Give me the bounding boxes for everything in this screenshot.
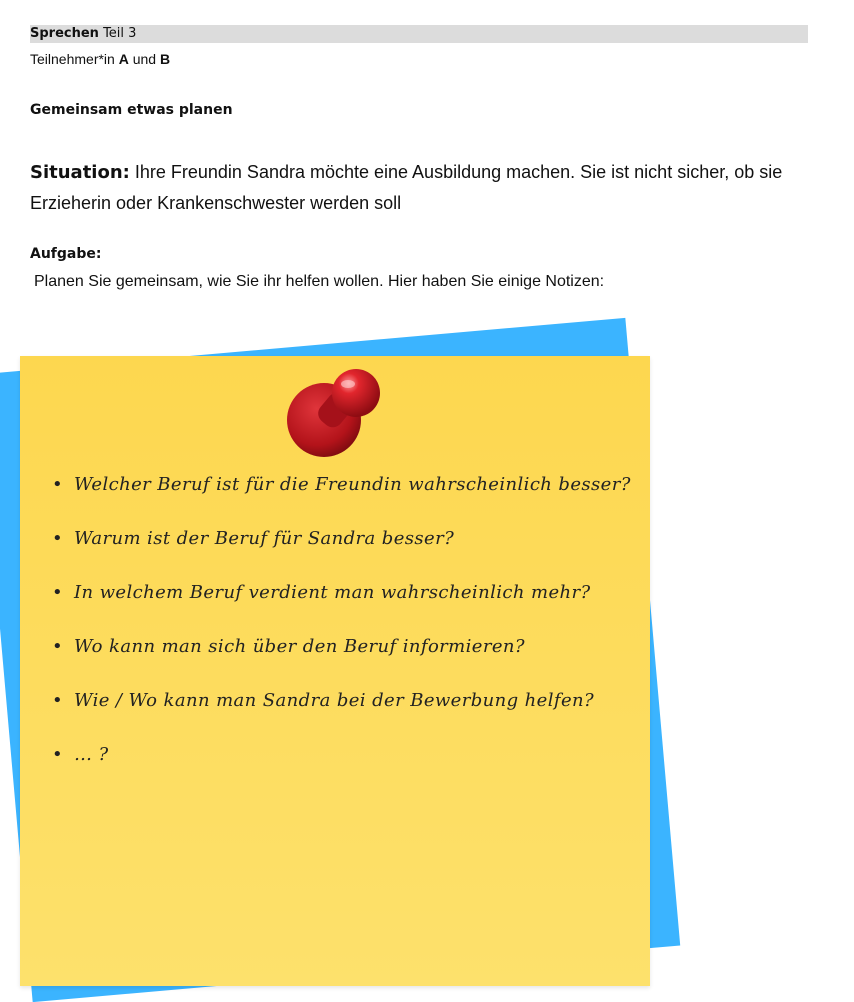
situation-paragraph bbox=[30, 157, 820, 218]
bullet-icon: • bbox=[52, 690, 64, 711]
participants-line bbox=[30, 51, 170, 67]
participant-a: A bbox=[118, 51, 129, 67]
participants-prefix: Teilnehmer*in bbox=[30, 51, 115, 67]
task-text: Planen Sie gemeinsam, wie Sie ihr helfen wollen. Hier haben Sie einige Notizen: bbox=[34, 273, 605, 290]
list-item bbox=[52, 512, 642, 566]
list-item bbox=[52, 458, 642, 512]
notes-list bbox=[52, 458, 642, 782]
section-header bbox=[30, 25, 808, 43]
situation-label: Situation: bbox=[30, 162, 130, 183]
bullet-icon: • bbox=[52, 528, 64, 549]
bullet-icon: • bbox=[52, 636, 64, 657]
note-text: In welchem Beruf verdient man wahrscheinlich mehr? bbox=[74, 582, 591, 603]
pushpin-icon bbox=[282, 365, 392, 460]
task-label: Aufgabe: bbox=[30, 246, 102, 262]
bullet-icon: • bbox=[52, 582, 64, 603]
participants-and: und bbox=[132, 51, 157, 67]
bullet-icon: • bbox=[52, 744, 64, 765]
note-text: … ? bbox=[74, 744, 109, 765]
note-text: Wie / Wo kann man Sandra bei der Bewerbung helfen? bbox=[74, 690, 595, 711]
list-item bbox=[52, 566, 642, 620]
list-item bbox=[52, 728, 642, 782]
task-subtitle: Gemeinsam etwas planen bbox=[30, 102, 233, 118]
note-text: Wo kann man sich über den Beruf informieren? bbox=[74, 636, 525, 657]
section-part: Teil 3 bbox=[103, 26, 137, 41]
list-item bbox=[52, 620, 642, 674]
section-title: Sprechen bbox=[30, 26, 99, 41]
bullet-icon: • bbox=[52, 474, 64, 495]
participant-b: B bbox=[159, 51, 171, 67]
list-item bbox=[52, 674, 642, 728]
note-text: Warum ist der Beruf für Sandra besser? bbox=[74, 528, 455, 549]
note-text: Welcher Beruf ist für die Freundin wahrscheinlich besser? bbox=[74, 474, 631, 495]
situation-text: Ihre Freundin Sandra möchte eine Ausbildung machen. Sie ist nicht sicher, ob sie Erzieherin oder Krankenschwester werden soll bbox=[30, 162, 783, 213]
